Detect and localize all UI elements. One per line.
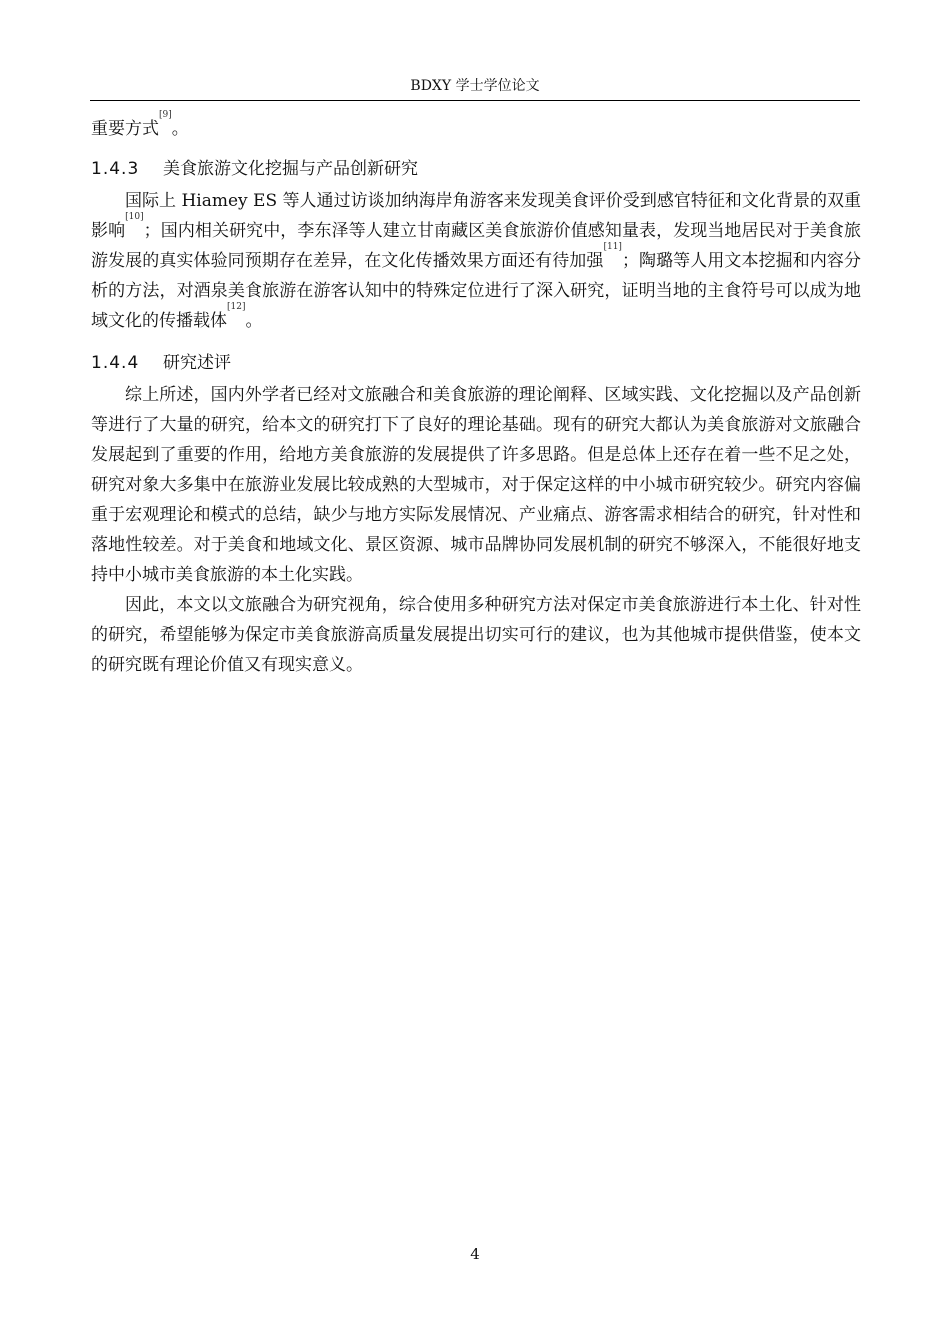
paragraph-research-purpose: 因此，本文以文旅融合为研究视角，综合使用多种研究方法对保定市美食旅游进行本土化、针对性的研究，希望能够为保定市美食旅游高质量发展提出切实可行的建议，也为其他城市提供借鉴，使本文的研究既有理论价值又有现实意义。 bbox=[91, 595, 861, 675]
section-title: 美食旅游文化挖掘与产品创新研究 bbox=[163, 159, 418, 179]
citation-9[interactable]: [9] bbox=[159, 110, 172, 120]
running-header: BDXY 学士学位论文 bbox=[410, 78, 540, 94]
section-number: 1.4.3 bbox=[91, 159, 140, 179]
section-title: 研究述评 bbox=[163, 353, 231, 373]
paragraph-text: 国际上 Hiamey ES 等人通过访谈加纳海岸角游客来发现美食评价受到感官特征和文化背景的双重影响 bbox=[91, 191, 861, 241]
citation-11[interactable]: [11] bbox=[603, 242, 622, 252]
paragraph-text: ；国内相关研究中，李东泽等人建立甘南藏区美食旅游价值感知量表，发现当地居民对于美食旅游发展的真实体验同预期存在差异，在文化传播效果方面还有待加强 bbox=[91, 221, 862, 271]
citation-10[interactable]: [10] bbox=[125, 212, 144, 222]
continued-paragraph bbox=[91, 110, 861, 144]
paragraph-review-summary: 综上所述，国内外学者已经对文旅融合和美食旅游的理论阐释、区域实践、文化挖掘以及产品创新等进行了大量的研究，给本文的研究打下了良好的理论基础。现有的研究大都认为美食旅游对文旅融合发展起到了重要的作用，给地方美食旅游的发展提供了许多思路。但是总体上还存在着一些不足之处，研究对象大多集中在旅游业发展比较成熟的大型城市，对于保定这样的中小城市研究较少。研究内容偏重于宏观理论和模式的总结，缺少与地方实际发展情况、产业痛点、游客需求相结合的研究，针对性和落地性较差。对于美食和地域文化、景区资源、城市品牌协同发展机制的研究不够深入，不能很好地支持中小城市美食旅游的本土化实践。 bbox=[91, 385, 861, 585]
section-heading-1-4-4 bbox=[91, 348, 861, 378]
continued-text: 重要方式 bbox=[91, 119, 159, 139]
page-body bbox=[91, 110, 862, 680]
header-rule bbox=[90, 100, 860, 101]
page-number: 4 bbox=[470, 1245, 480, 1263]
paragraph-food-culture-research bbox=[91, 186, 861, 336]
paragraph-text: 。 bbox=[245, 311, 263, 331]
paragraph-text: ；陶璐等人用文本挖掘和内容分析的方法，对酒泉美食旅游在游客认知中的特殊定位进行了深入研究，证明当地的主食符号可以成为地域文化的传播载体 bbox=[91, 251, 861, 331]
section-number: 1.4.4 bbox=[91, 353, 140, 373]
continued-tail: 。 bbox=[171, 119, 189, 139]
section-heading-1-4-3 bbox=[91, 154, 861, 184]
citation-12[interactable]: [12] bbox=[227, 302, 246, 312]
